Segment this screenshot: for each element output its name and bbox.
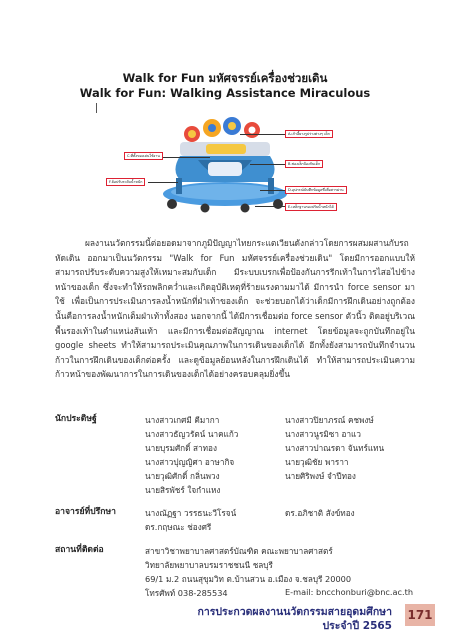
title-thai: Walk for Fun มหัศจรรย์เครื่องช่วยเดิน (122, 71, 328, 85)
inventor-7: นางสาวปิยาภรณ์ คชพงษ์ (285, 415, 374, 425)
contact-line-2: วิทยาลัยพยาบาลบรมราชชนนี ชลบุรี (145, 560, 273, 570)
contact-line-3: 69/1 ม.2 ถนนสุขุมวิท ต.บ้านสวน อ.เมือง จ.ชลบุรี 20000 (145, 574, 352, 584)
inventor-5: นายวุฒิศักดิ์ กลิ่นพวง (145, 471, 220, 481)
advisor-3: ดร.อภิชาติ สังข์ทอง (285, 508, 355, 518)
callout-b: B.ช่องเล็กป้องกันเด็ก (285, 160, 323, 168)
advisor-2: ดร.กฤษณะ ช่องศรี (145, 522, 212, 532)
inventor-8: นางสาวนูรมิซา อาแว (285, 429, 361, 439)
callout-d: D.อุปกรณ์บันทึกข้อมูลซึ่งสื่อสารผ่าน (285, 186, 347, 194)
advisor-1: นางณัฏฐา วรรธนะวีโรจน์ (145, 508, 237, 518)
callout-line-e (255, 206, 285, 207)
callout-line-f (148, 182, 178, 183)
callout-f: F.ล้อปรับระดับน้ำหนัก (106, 178, 145, 186)
inventor-10: นายวุฒิชัย พาราา (285, 457, 349, 467)
footer-line-1: การประกวดผลงานนวัตกรรมสายอุดมศึกษา (197, 606, 392, 618)
callout-line-b (250, 164, 285, 165)
page-number: 171 (405, 604, 435, 626)
contact-email[interactable]: E-mail: bncchonburi@bnc.ac.th (285, 587, 414, 597)
inventor-6: นายสิรพัชร์ ใจกำแหง (145, 485, 221, 495)
description-paragraph: ผลงานนวัตกรรมนี้ต่อยอดมาจากภูมิปัญญาไทยกระแตเวียนดังกล่าวโดยการผสมผสานกับรถหัดเดิน ออกมาเป็นนวัตกรรม "Walk for Fun มหัศจรรย์เครื่องช่วยเดิน" โดยมีการออกแบบให้สามารถปรับระดับความสูงให้เหมาะสมกับเด็ก มีระบบเบรกเพื่อป้องกันการรีกเท้าในการไสอไปข้างหน้าของเด็ก ซึ่งจะทำให้รถพลิกคว่ำและเกิดอุบัติเหตุที่ร้ายแรงตามมาได้ มีการนำ force sensor มาใช้ เพื่อเป็นการประเมินการลงน้ำหนักที่ฝ่าเท้าของเด็ก จะช่วยบอกได้ว่าเด็กมีการฝึกเดินอย่างถูกต้องนั้นคือการลงน้ำหนักเต็มฝ่าเท้าทั้งสอง นอกจากนี้ ได้มีการเชื่อมต่อ force sensor ตัวนี้ว ติดอยู่บริเวณพื้นรองเท้าในตำแหน่งส้นเท้า และมีการเชื่อมต่อสัญญาณ internet โดยข้อมูลจะถูกบันทึกอยู่ใน google sheets ทำให้สามารถประเมินคุณภาพในการเดินของเด็กได้ อีกทั้งยังสามารถบันทึกจำนวนก้าวในการฝึกเดินของเด็กต่อครั้ง และดูข้อมูลย้อนหลังในการฝึกเดินได้ ทำให้สามารถประเมินความก้าวหน้าของพัฒนาการในการเดินของเด็กได้อย่างครอบคลุมยิ่งขึ้น (55, 238, 415, 380)
callout-c: C.ที่ตั้งของเล่นใช้งาน (124, 152, 163, 160)
callout-line-d (260, 190, 285, 191)
inventor-9: นางสาวปาณรดา จันทร์แทน (285, 443, 385, 453)
inventor-1: นางสาวเกศมี คีมากา (145, 415, 220, 425)
contact-label: สถานที่ติดต่อ (55, 545, 104, 555)
inventor-3: นายบุรมศักดิ์ สาทอง (145, 443, 217, 453)
inventors-label: นักประดิษฐ์ (55, 414, 97, 424)
callout-line-a (240, 134, 285, 135)
title-english: Walk for Fun: Walking Assistance Miraculous (79, 86, 371, 100)
inventor-11: นายศิริพงษ์ จำปีทอง (285, 471, 356, 481)
contact-line-1: สาขาวิชาพยาบาลศาสตร์บัณฑิต คณะพยาบาลศาสตร์ (145, 546, 333, 556)
callout-e: E.เหล็กฐานรองปรับน้ำหนักได้ (285, 203, 337, 211)
footer-line-2: ประจำปี 2565 (322, 620, 392, 632)
inventor-4: นางสาวปุญญิศา อาษากิจ (145, 457, 235, 467)
walker-figure (110, 112, 350, 220)
callout-line-c (155, 157, 210, 158)
advisors-label: อาจารย์ที่ปรึกษา (55, 507, 116, 517)
inventor-2: นางสาวธัญวรัตน์ นาคแก้ว (145, 429, 239, 439)
callout-a: A.เก้าอี้ยางรูปร่างต่างๆ เด็ก (285, 130, 333, 138)
text-cursor-marker (96, 103, 97, 113)
contact-phone: โทรศัพท์ 038-285534 (145, 588, 228, 598)
